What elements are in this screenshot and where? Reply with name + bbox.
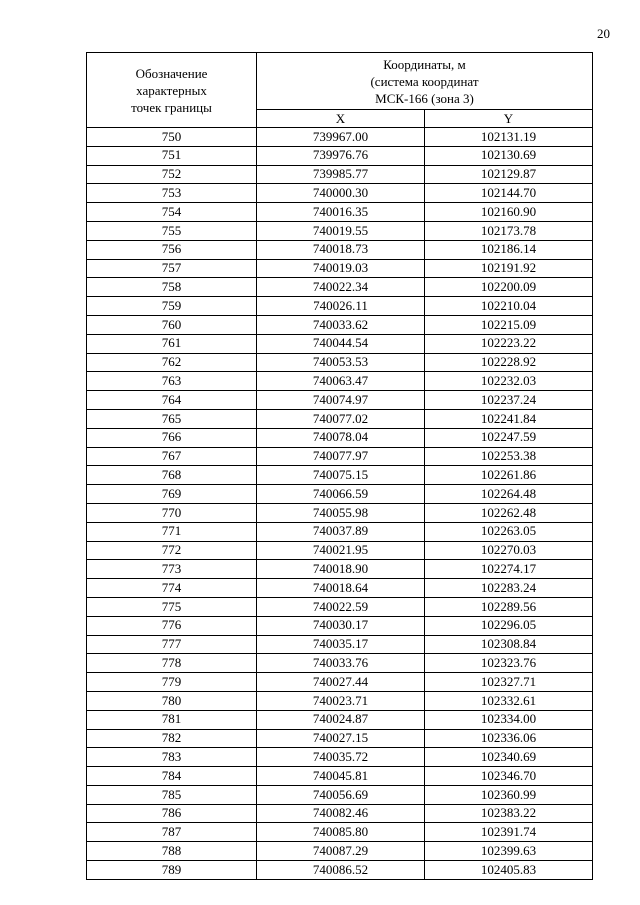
point-number-cell: 768 bbox=[87, 466, 257, 485]
x-coordinate-cell: 740027.44 bbox=[257, 673, 425, 692]
y-coordinate-cell: 102160.90 bbox=[425, 203, 593, 222]
point-number-cell: 774 bbox=[87, 579, 257, 598]
y-coordinate-cell: 102144.70 bbox=[425, 184, 593, 203]
y-coordinate-cell: 102270.03 bbox=[425, 541, 593, 560]
y-coordinate-cell: 102340.69 bbox=[425, 748, 593, 767]
point-number-cell: 775 bbox=[87, 597, 257, 616]
y-coordinate-cell: 102308.84 bbox=[425, 635, 593, 654]
y-coordinate-cell: 102173.78 bbox=[425, 221, 593, 240]
point-number-cell: 759 bbox=[87, 297, 257, 316]
x-coordinate-cell: 740055.98 bbox=[257, 503, 425, 522]
x-coordinate-cell: 740035.72 bbox=[257, 748, 425, 767]
y-coordinate-cell: 102237.24 bbox=[425, 391, 593, 410]
y-coordinate-cell: 102346.70 bbox=[425, 767, 593, 786]
table-row bbox=[87, 654, 593, 673]
table-row bbox=[87, 240, 593, 259]
table-row bbox=[87, 861, 593, 880]
table-row bbox=[87, 278, 593, 297]
x-coordinate-cell: 740022.59 bbox=[257, 597, 425, 616]
point-number-cell: 777 bbox=[87, 635, 257, 654]
point-header-line: Обозначение bbox=[135, 65, 208, 81]
table-row bbox=[87, 541, 593, 560]
table-row bbox=[87, 522, 593, 541]
point-number-cell: 788 bbox=[87, 842, 257, 861]
point-number-cell: 750 bbox=[87, 128, 257, 147]
y-coordinate-cell: 102215.09 bbox=[425, 315, 593, 334]
x-coordinate-cell: 740085.80 bbox=[257, 823, 425, 842]
table-row bbox=[87, 597, 593, 616]
table-row bbox=[87, 334, 593, 353]
y-coordinate-cell: 102336.06 bbox=[425, 729, 593, 748]
x-coordinate-cell: 740016.35 bbox=[257, 203, 425, 222]
y-coordinate-cell: 102247.59 bbox=[425, 428, 593, 447]
y-coordinate-cell: 102264.48 bbox=[425, 485, 593, 504]
y-coordinate-cell: 102360.99 bbox=[425, 785, 593, 804]
x-coordinate-cell: 740033.76 bbox=[257, 654, 425, 673]
table-row bbox=[87, 315, 593, 334]
point-header-line: точек границы bbox=[131, 99, 212, 115]
table-row bbox=[87, 447, 593, 466]
table-row bbox=[87, 297, 593, 316]
y-coordinate-cell: 102200.09 bbox=[425, 278, 593, 297]
point-number-cell: 787 bbox=[87, 823, 257, 842]
table-row bbox=[87, 785, 593, 804]
y-coordinate-cell: 102391.74 bbox=[425, 823, 593, 842]
table-row bbox=[87, 823, 593, 842]
x-coordinate-cell: 740077.97 bbox=[257, 447, 425, 466]
point-number-cell: 783 bbox=[87, 748, 257, 767]
x-coordinate-cell: 740000.30 bbox=[257, 184, 425, 203]
point-number-cell: 778 bbox=[87, 654, 257, 673]
y-coordinate-cell: 102327.71 bbox=[425, 673, 593, 692]
y-coordinate-cell: 102283.24 bbox=[425, 579, 593, 598]
point-number-cell: 769 bbox=[87, 485, 257, 504]
x-coordinate-cell: 740027.15 bbox=[257, 729, 425, 748]
x-coordinate-cell: 740019.03 bbox=[257, 259, 425, 278]
point-number-cell: 771 bbox=[87, 522, 257, 541]
table-body bbox=[87, 128, 593, 880]
point-number-cell: 786 bbox=[87, 804, 257, 823]
point-number-cell: 762 bbox=[87, 353, 257, 372]
y-coordinate-cell: 102261.86 bbox=[425, 466, 593, 485]
x-coordinate-cell: 740045.81 bbox=[257, 767, 425, 786]
table-row bbox=[87, 710, 593, 729]
y-coordinate-cell: 102130.69 bbox=[425, 146, 593, 165]
y-coordinate-cell: 102253.38 bbox=[425, 447, 593, 466]
point-number-cell: 764 bbox=[87, 391, 257, 410]
x-coordinate-cell: 740053.53 bbox=[257, 353, 425, 372]
table-header-row bbox=[87, 53, 593, 110]
coordinates-table bbox=[86, 52, 593, 880]
point-number-cell: 757 bbox=[87, 259, 257, 278]
x-coordinate-cell: 740019.55 bbox=[257, 221, 425, 240]
x-coordinate-cell: 740086.52 bbox=[257, 861, 425, 880]
x-coordinate-cell: 740033.62 bbox=[257, 315, 425, 334]
y-coordinate-cell: 102274.17 bbox=[425, 560, 593, 579]
x-coordinate-cell: 740018.64 bbox=[257, 579, 425, 598]
y-coordinate-cell: 102263.05 bbox=[425, 522, 593, 541]
x-coordinate-cell: 739967.00 bbox=[257, 128, 425, 147]
point-number-cell: 752 bbox=[87, 165, 257, 184]
point-number-cell: 784 bbox=[87, 767, 257, 786]
x-coordinate-cell: 740021.95 bbox=[257, 541, 425, 560]
point-number-cell: 767 bbox=[87, 447, 257, 466]
table-row bbox=[87, 259, 593, 278]
y-column-header: Y bbox=[425, 110, 593, 128]
table-row bbox=[87, 503, 593, 522]
point-number-cell: 776 bbox=[87, 616, 257, 635]
table-row bbox=[87, 165, 593, 184]
y-coordinate-cell: 102131.19 bbox=[425, 128, 593, 147]
table-row bbox=[87, 372, 593, 391]
y-coordinate-cell: 102210.04 bbox=[425, 297, 593, 316]
point-header-line: характерных bbox=[136, 82, 207, 98]
y-coordinate-cell: 102129.87 bbox=[425, 165, 593, 184]
table-row bbox=[87, 616, 593, 635]
point-number-cell: 751 bbox=[87, 146, 257, 165]
table-row bbox=[87, 560, 593, 579]
x-coordinate-cell: 740066.59 bbox=[257, 485, 425, 504]
table-row bbox=[87, 409, 593, 428]
table-row bbox=[87, 691, 593, 710]
x-coordinate-cell: 740030.17 bbox=[257, 616, 425, 635]
table-row bbox=[87, 128, 593, 147]
point-number-cell: 760 bbox=[87, 315, 257, 334]
y-coordinate-cell: 102186.14 bbox=[425, 240, 593, 259]
x-coordinate-cell: 740044.54 bbox=[257, 334, 425, 353]
x-coordinate-cell: 740082.46 bbox=[257, 804, 425, 823]
table-row bbox=[87, 391, 593, 410]
x-coordinate-cell: 740078.04 bbox=[257, 428, 425, 447]
point-number-cell: 779 bbox=[87, 673, 257, 692]
table-row bbox=[87, 767, 593, 786]
x-coordinate-cell: 740026.11 bbox=[257, 297, 425, 316]
x-column-header: X bbox=[257, 110, 425, 128]
point-number-cell: 763 bbox=[87, 372, 257, 391]
point-designation-header bbox=[87, 53, 257, 128]
table-row bbox=[87, 673, 593, 692]
table-row bbox=[87, 748, 593, 767]
point-number-cell: 789 bbox=[87, 861, 257, 880]
x-coordinate-cell: 740023.71 bbox=[257, 691, 425, 710]
y-coordinate-cell: 102289.56 bbox=[425, 597, 593, 616]
point-number-cell: 755 bbox=[87, 221, 257, 240]
point-number-cell: 765 bbox=[87, 409, 257, 428]
table-row bbox=[87, 635, 593, 654]
point-number-cell: 758 bbox=[87, 278, 257, 297]
table-row bbox=[87, 428, 593, 447]
table-row bbox=[87, 729, 593, 748]
point-number-cell: 780 bbox=[87, 691, 257, 710]
table-row bbox=[87, 146, 593, 165]
table-row bbox=[87, 353, 593, 372]
y-coordinate-cell: 102223.22 bbox=[425, 334, 593, 353]
x-coordinate-cell: 740037.89 bbox=[257, 522, 425, 541]
x-coordinate-cell: 740024.87 bbox=[257, 710, 425, 729]
y-coordinate-cell: 102399.63 bbox=[425, 842, 593, 861]
y-coordinate-cell: 102228.92 bbox=[425, 353, 593, 372]
table-row bbox=[87, 842, 593, 861]
x-coordinate-cell: 740056.69 bbox=[257, 785, 425, 804]
x-coordinate-cell: 740074.97 bbox=[257, 391, 425, 410]
x-coordinate-cell: 740035.17 bbox=[257, 635, 425, 654]
x-coordinate-cell: 740063.47 bbox=[257, 372, 425, 391]
table-row bbox=[87, 579, 593, 598]
x-coordinate-cell: 740018.73 bbox=[257, 240, 425, 259]
point-number-cell: 756 bbox=[87, 240, 257, 259]
coords-header-line: Координаты, м bbox=[383, 56, 466, 72]
table-row bbox=[87, 485, 593, 504]
y-coordinate-cell: 102323.76 bbox=[425, 654, 593, 673]
y-coordinate-cell: 102405.83 bbox=[425, 861, 593, 880]
x-coordinate-cell: 740087.29 bbox=[257, 842, 425, 861]
y-coordinate-cell: 102232.03 bbox=[425, 372, 593, 391]
point-number-cell: 766 bbox=[87, 428, 257, 447]
x-coordinate-cell: 740018.90 bbox=[257, 560, 425, 579]
point-number-cell: 753 bbox=[87, 184, 257, 203]
point-number-cell: 781 bbox=[87, 710, 257, 729]
y-coordinate-cell: 102262.48 bbox=[425, 503, 593, 522]
y-coordinate-cell: 102334.00 bbox=[425, 710, 593, 729]
x-coordinate-cell: 740077.02 bbox=[257, 409, 425, 428]
coords-header-line: МСК-166 (зона 3) bbox=[375, 90, 474, 106]
table-row bbox=[87, 804, 593, 823]
point-number-cell: 772 bbox=[87, 541, 257, 560]
y-coordinate-cell: 102191.92 bbox=[425, 259, 593, 278]
x-coordinate-cell: 739985.77 bbox=[257, 165, 425, 184]
coordinates-header bbox=[257, 53, 593, 110]
table-row bbox=[87, 203, 593, 222]
point-number-cell: 754 bbox=[87, 203, 257, 222]
point-number-cell: 785 bbox=[87, 785, 257, 804]
coords-header-line: (система координат bbox=[370, 73, 479, 89]
x-coordinate-cell: 740075.15 bbox=[257, 466, 425, 485]
table-row bbox=[87, 184, 593, 203]
y-coordinate-cell: 102383.22 bbox=[425, 804, 593, 823]
y-coordinate-cell: 102241.84 bbox=[425, 409, 593, 428]
y-coordinate-cell: 102296.05 bbox=[425, 616, 593, 635]
x-coordinate-cell: 739976.76 bbox=[257, 146, 425, 165]
point-number-cell: 773 bbox=[87, 560, 257, 579]
point-number-cell: 761 bbox=[87, 334, 257, 353]
point-number-cell: 782 bbox=[87, 729, 257, 748]
table-row bbox=[87, 466, 593, 485]
x-coordinate-cell: 740022.34 bbox=[257, 278, 425, 297]
y-coordinate-cell: 102332.61 bbox=[425, 691, 593, 710]
table-row bbox=[87, 221, 593, 240]
page-number: 20 bbox=[597, 26, 610, 41]
point-number-cell: 770 bbox=[87, 503, 257, 522]
